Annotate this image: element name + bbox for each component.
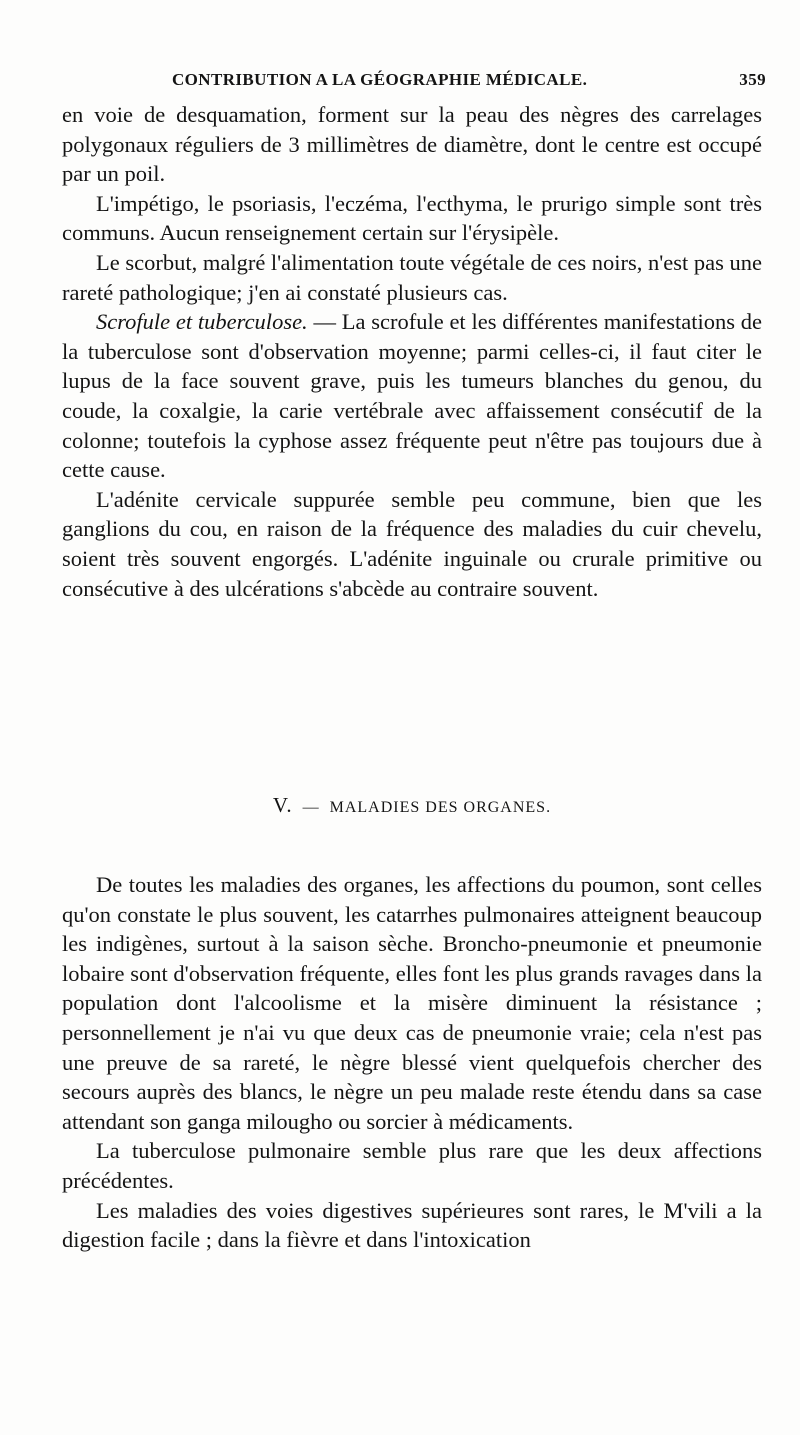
paragraph-scorbut: Le scorbut, malgré l'alimentation toute végétale de ces noirs, n'est pas une rareté pathologique; j'en ai constaté plusieurs cas. [62,249,763,305]
paragraph-voies-digestives: Les maladies des voies digestives supérieures sont rares, le M'vili a la digestion facile ; dans la fièvre et dans l'intoxication [62,1197,762,1253]
paragraph-poumon: De toutes les maladies des organes, les affections du poumon, sont celles qu'on constate le plus souvent, les catarrhes pulmonaires atteignent beaucoup les indigènes, surtout à la saison sèche. Broncho-pneumonie et pneumonie lobaire sont d'observation fréquente, elles font les plus grands ravages dans la population dont l'alcoolisme et la misère diminuent la résistance ; personnellement je n'ai vu que deux cas de pneumonie vraie; cela n'est pas une preuve de sa rareté, le nègre blessé vient quelquefois chercher des secours auprès des blancs, le nègre un peu malade reste étendu dans sa case attendant son ganga milougho ou sorcier à médicaments. [62,872,762,1134]
section-number: V. [272,793,293,817]
header-title: CONTRIBUTION A LA GÉOGRAPHIE MÉDICALE. [172,70,588,89]
body-text-top [62,100,762,603]
page-number: 359 [739,70,766,89]
section-heading [62,793,762,818]
scrofule-text: — La scrofule et les différentes manifestations de la tuberculose sont d'observation moyenne; parmi celles-ci, il faut citer le lupus de la face souvent grave, puis les tumeurs blanches du genou, du coude, la coxalgie, la carie vertébrale avec affaissement consécutif de la colonne; toutefois la cyphose assez fréquente peut n'être pas toujours due à cette cause. [62,309,762,483]
paragraph-tuberculose: La tuberculose pulmonaire semble plus rare que les deux affections précédentes. [62,1138,762,1193]
section-dash: — [302,799,320,816]
section-title: MALADIES DES ORGANES. [329,799,552,816]
scrofule-title: Scrofule et tuberculose. [96,309,308,335]
body-text-organes [62,870,762,1255]
paragraph-desquamation: en voie de desquamation, forment sur la peau des nègres des carrelages polygonaux réguliers de 3 millimètres de diamètre, dont le centre est occupé par un poil. [62,102,762,187]
paragraph-scrofule [62,307,762,485]
paragraph-adenite: L'adénite cervicale suppurée semble peu commune, bien que les ganglions du cou, en raison de la fréquence des maladies du cuir chevelu, soient très souvent engorgés. L'adénite inguinale ou crurale primitive ou consécutive à des ulcérations s'abcède au contraire souvent. [62,486,762,601]
running-header [62,70,770,96]
paragraph-impetigo: L'impétigo, le psoriasis, l'eczéma, l'ecthyma, le prurigo simple sont très communs. Aucun renseignement certain sur l'érysipèle. [62,190,762,246]
